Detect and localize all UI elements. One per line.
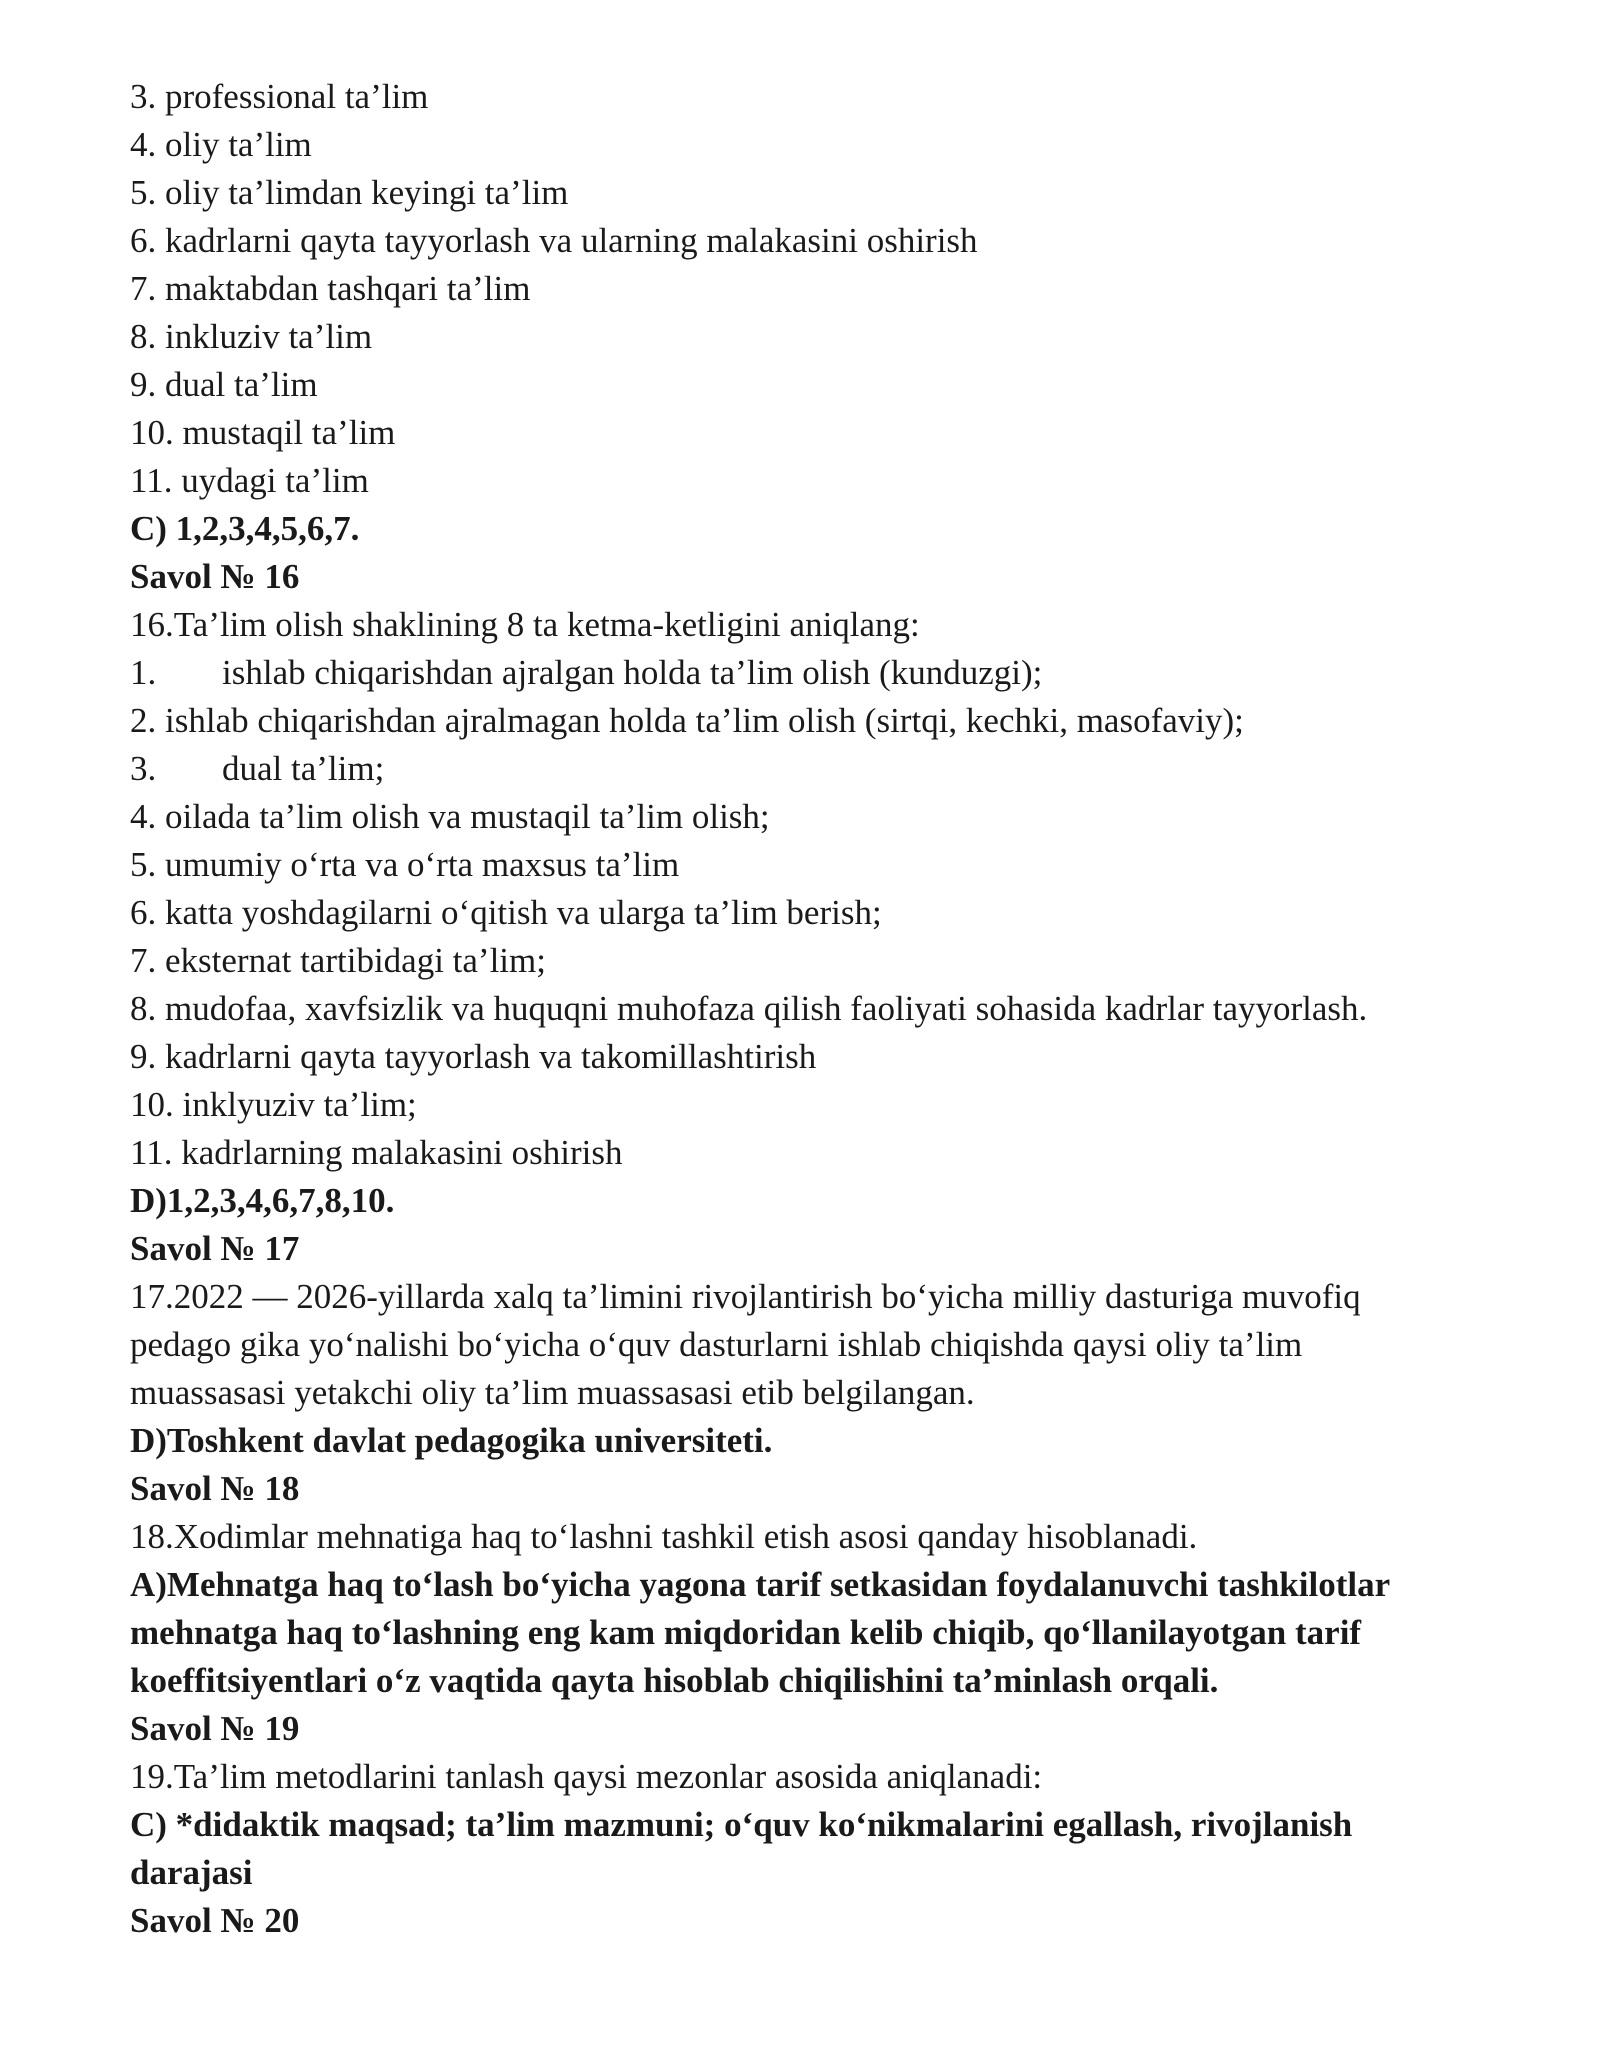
list-item: 4. oilada ta’lim olish va mustaqil ta’lim olish;: [130, 797, 770, 836]
list-item: 9. dual ta’lim: [130, 365, 318, 404]
list-item: 7. maktabdan tashqari ta’lim: [130, 269, 531, 308]
question-text-17: 17.2022 — 2026-yillarda xalq ta’limini rivojlantirish bo‘yicha milliy dasturiga muvofiq: [130, 1277, 1361, 1316]
answer-16: D)1,2,3,4,6,7,8,10.: [130, 1181, 395, 1220]
answer-15: C) 1,2,3,4,5,6,7.: [130, 509, 360, 548]
question-text-19: 19.Ta’lim metodlarini tanlash qaysi mezonlar asosida aniqlanadi:: [130, 1757, 1043, 1796]
list-item: 5. oliy ta’limdan keyingi ta’lim: [130, 173, 569, 212]
question-text-17: muassasasi yetakchi oliy ta’lim muassasasi etib belgilangan.: [130, 1373, 975, 1412]
list-item: 4. oliy ta’lim: [130, 125, 312, 164]
question-header-16: Savol № 16: [130, 557, 300, 596]
question-header-19: Savol № 19: [130, 1709, 300, 1748]
answer-19: darajasi: [130, 1853, 253, 1892]
list-item-text: dual ta’lim;: [222, 749, 385, 788]
list-item-number: 3.: [130, 749, 157, 788]
answer-19: C) *didaktik maqsad; ta’lim mazmuni; o‘quv ko‘nikmalarini egallash, rivojlanish: [130, 1805, 1353, 1844]
list-item: 10. mustaqil ta’lim: [130, 413, 396, 452]
list-item: 11. uydagi ta’lim: [130, 461, 369, 500]
question-text-16: 16.Ta’lim olish shaklining 8 ta ketma-ketligini aniqlang:: [130, 605, 920, 644]
list-item: 6. kadrlarni qayta tayyorlash va ularning malakasini oshirish: [130, 221, 978, 260]
list-item-text: ishlab chiqarishdan ajralgan holda ta’lim olish (kunduzgi);: [222, 653, 1043, 692]
question-text-18: 18.Xodimlar mehnatiga haq to‘lashni tashkil etish asosi qanday hisoblanadi.: [130, 1517, 1198, 1556]
list-item: 8. mudofaa, xavfsizlik va huquqni muhofaza qilish faoliyati sohasida kadrlar tayyorlash.: [130, 989, 1368, 1028]
question-text-17: pedago gika yo‘nalishi bo‘yicha o‘quv dasturlarni ishlab chiqishda qaysi oliy ta’lim: [130, 1325, 1303, 1364]
list-item: 6. katta yoshdagilarni o‘qitish va ularga ta’lim berish;: [130, 893, 882, 932]
list-item: 5. umumiy o‘rta va o‘rta maxsus ta’lim: [130, 845, 680, 884]
list-item: 9. kadrlarni qayta tayyorlash va takomillashtirish: [130, 1037, 817, 1076]
list-item: 7. eksternat tartibidagi ta’lim;: [130, 941, 546, 980]
list-item: 3. professional ta’lim: [130, 77, 429, 116]
list-item: 11. kadrlarning malakasini oshirish: [130, 1133, 623, 1172]
list-item: 8. inkluziv ta’lim: [130, 317, 373, 356]
list-item: 2. ishlab chiqarishdan ajralmagan holda ta’lim olish (sirtqi, kechki, masofaviy);: [130, 701, 1244, 740]
question-header-17: Savol № 17: [130, 1229, 300, 1268]
list-item-number: 1.: [130, 653, 157, 692]
answer-18: koeffitsiyentlari o‘z vaqtida qayta hisoblab chiqilishini ta’minlash orqali.: [130, 1661, 1219, 1700]
answer-18: mehnatga haq to‘lashning eng kam miqdoridan kelib chiqib, qo‘llanilayotgan tarif: [130, 1613, 1362, 1652]
question-header-20: Savol № 20: [130, 1901, 300, 1940]
list-item: 10. inklyuziv ta’lim;: [130, 1085, 417, 1124]
list-item: [130, 745, 384, 793]
list-item: [130, 649, 1042, 697]
question-header-18: Savol № 18: [130, 1469, 300, 1508]
answer-18: A)Mehnatga haq to‘lash bo‘yicha yagona tarif setkasidan foydalanuvchi tashkilotlar: [130, 1565, 1391, 1604]
answer-17: D)Toshkent davlat pedagogika universiteti.: [130, 1421, 773, 1460]
